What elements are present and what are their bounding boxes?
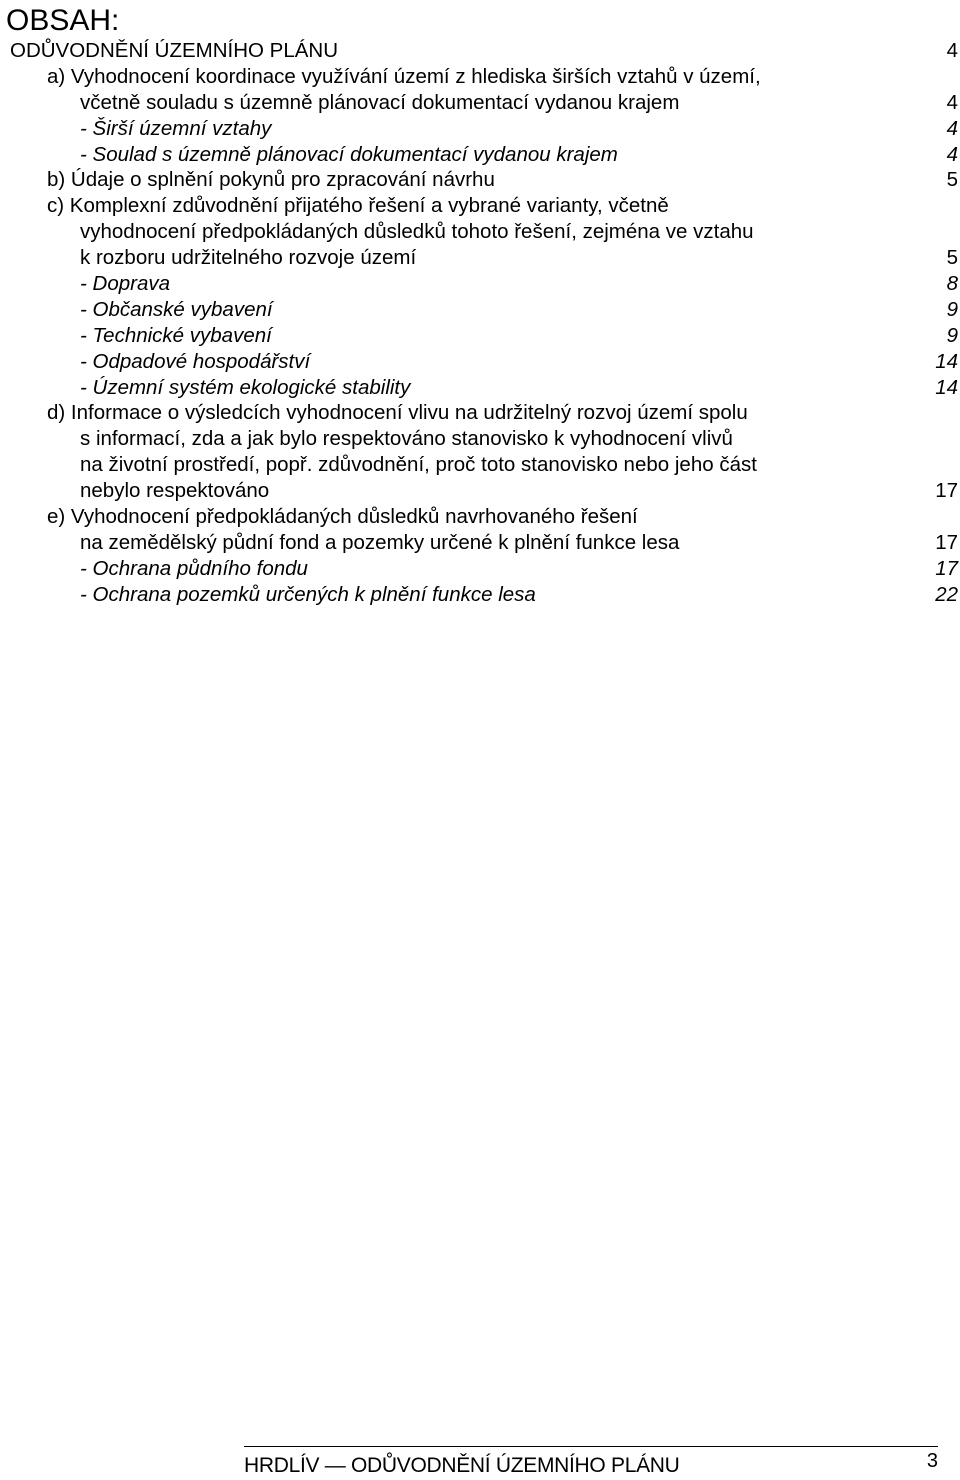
toc-entry-page: 4 [946, 39, 958, 62]
toc-entry-page: 22 [935, 582, 958, 606]
toc-entry [0, 64, 960, 90]
page-title: OBSAH: [6, 4, 120, 37]
toc-entry-text: nebylo respektováno [80, 479, 270, 503]
toc-entry [0, 142, 960, 168]
toc-entry-text: - Občanské vybavení [80, 297, 273, 321]
toc-entry [0, 219, 960, 245]
toc-entry-text: c) Komplexní zdůvodnění přijatého řešení a vybrané varianty, včetně [47, 194, 669, 218]
toc-entry-text: - Širší územní vztahy [80, 116, 272, 140]
toc-entry-page: 14 [935, 349, 958, 373]
toc-entry [0, 478, 960, 504]
toc-entry-page: 17 [935, 530, 958, 554]
toc-entry [0, 530, 960, 556]
toc-entry-text: e) Vyhodnocení předpokládaných důsledků navrhovaného řešení [47, 505, 638, 529]
page-footer [0, 1446, 960, 1480]
toc-entry [0, 556, 960, 582]
toc-entry-text: na životní prostředí, popř. zdůvodnění, proč toto stanovisko nebo jeho část [80, 453, 757, 477]
toc-entry-text: - Soulad s územně plánovací dokumentací vydanou krajem [80, 142, 618, 166]
toc-entry-page: 14 [935, 375, 958, 399]
toc-entry-text: vyhodnocení předpokládaných důsledků tohoto řešení, zejména ve vztahu [80, 220, 754, 244]
toc-entry-text: - Odpadové hospodářství [80, 349, 311, 373]
toc-entry-page: 5 [946, 168, 958, 192]
toc-entry-text: - Technické vybavení [80, 323, 272, 347]
toc-entry [0, 504, 960, 530]
toc-entry [0, 400, 960, 426]
toc-entry-page: 4 [946, 90, 958, 114]
toc-entry-text: s informací, zda a jak bylo respektováno stanovisko k vyhodnocení vlivů [80, 427, 733, 451]
toc-entry-text: - Ochrana pozemků určených k plnění funkce lesa [80, 582, 536, 606]
toc-entry-text: a) Vyhodnocení koordinace využívání území z hlediska širších vztahů v území, [47, 64, 761, 88]
footer-divider [244, 1446, 938, 1447]
toc-entry [0, 426, 960, 452]
toc-entry-page: 9 [946, 297, 958, 321]
toc-entry [0, 167, 960, 193]
toc-entry [0, 582, 960, 608]
toc-entry [0, 375, 960, 401]
toc-entry [0, 297, 960, 323]
toc-entry-page: 9 [946, 323, 958, 347]
table-of-contents [0, 38, 960, 608]
toc-entry [0, 193, 960, 219]
toc-entry-page: 4 [946, 116, 958, 140]
toc-entry-page: 5 [946, 246, 958, 270]
footer-title: HRDLÍV — ODŮVODNĚNÍ ÚZEMNÍHO PLÁNU [244, 1454, 680, 1477]
toc-entry-text: d) Informace o výsledcích vyhodnocení vlivu na udržitelný rozvoj území spolu [47, 401, 748, 425]
toc-entry [0, 323, 960, 349]
toc-entry [0, 90, 960, 116]
toc-entry-page: 4 [946, 142, 958, 166]
toc-entry-text: b) Údaje o splnění pokynů pro zpracování návrhu [47, 168, 495, 192]
toc-entry-page: 17 [935, 479, 958, 503]
toc-entry [0, 38, 960, 64]
toc-entry [0, 116, 960, 142]
toc-entry [0, 452, 960, 478]
toc-entry [0, 245, 960, 271]
toc-entry [0, 349, 960, 375]
toc-entry-text: - Doprava [80, 272, 171, 296]
footer-page-number: 3 [926, 1450, 938, 1472]
toc-entry-text: - Územní systém ekologické stability [80, 375, 411, 399]
toc-entry-text: na zemědělský půdní fond a pozemky určené k plnění funkce lesa [80, 530, 680, 554]
toc-entry-text: - Ochrana půdního fondu [80, 556, 308, 580]
toc-entry-page: 17 [935, 556, 958, 580]
toc-entry-page: 8 [946, 272, 958, 296]
toc-entry-text: ODŮVODNĚNÍ ÚZEMNÍHO PLÁNU [10, 39, 339, 62]
toc-entry-text: včetně souladu s územně plánovací dokumentací vydanou krajem [80, 90, 680, 114]
toc-entry-text: k rozboru udržitelného rozvoje území [80, 246, 417, 270]
toc-entry [0, 271, 960, 297]
